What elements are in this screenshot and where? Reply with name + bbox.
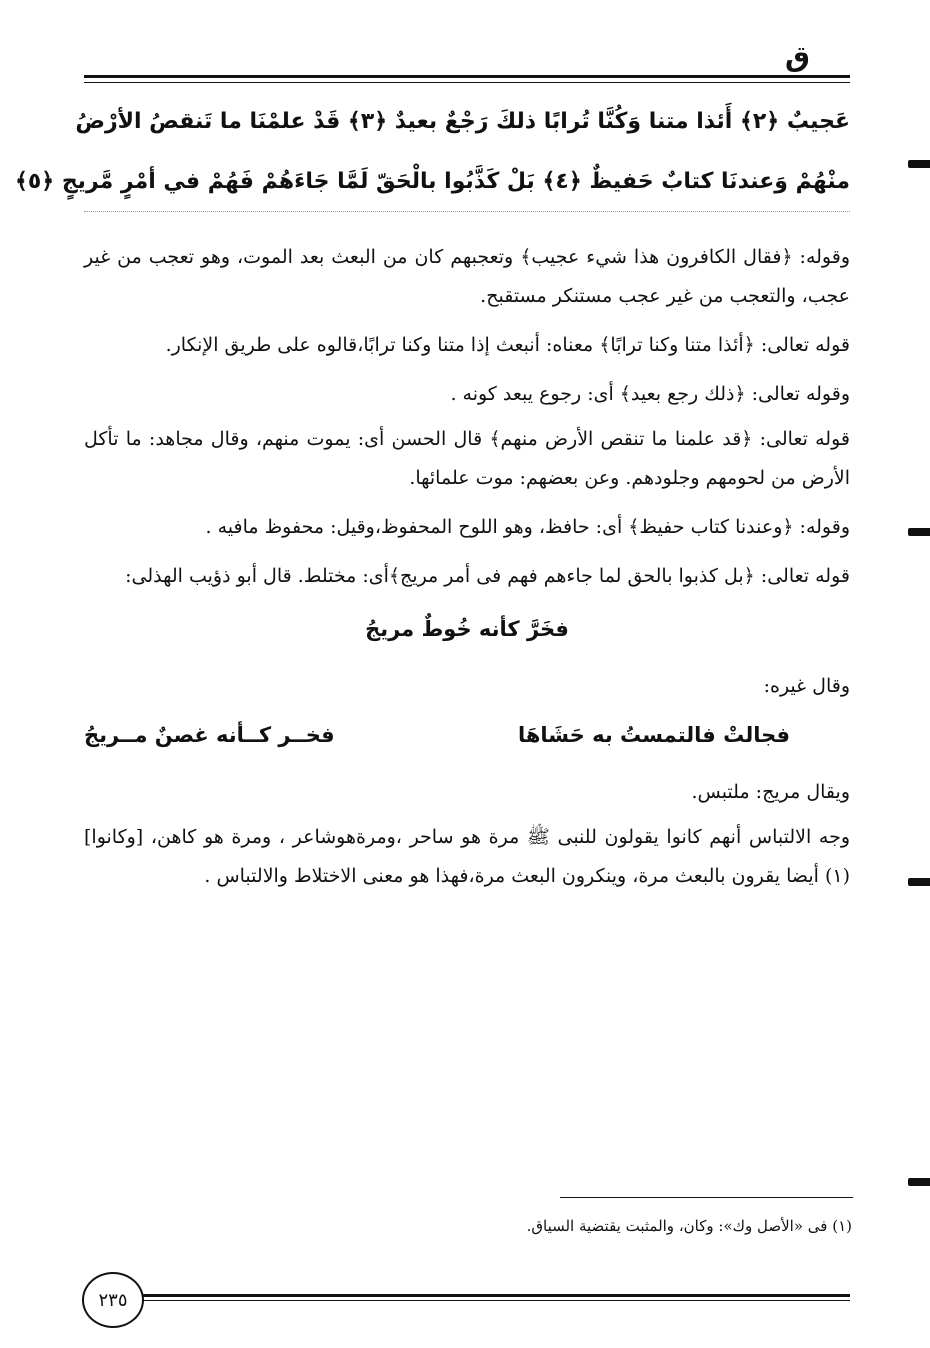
poetry-verse: فخَرَّ كأنه خُوطٌ مريجُ	[365, 617, 569, 641]
second-hemistich: فخــر كــأنه غصنٌ مــريجُ	[84, 723, 335, 747]
commentary-paragraph: وقوله: ﴿فقال الكافرون هذا شيء عجيب﴾ وتعجبهم كان من البعث بعد الموت، وهو تعجب من غير عجب، والتعجب من غير عجب مستنكر مستقبح.	[84, 246, 850, 307]
footnote-rule	[560, 1197, 853, 1198]
poetry-couplet	[84, 716, 790, 755]
commentary-paragraph: وجه الالتباس أنهم كانوا يقولون للنبى ﷺ مرة هو ساحر ،ومرةهوشاعر ، ومرة هو كاهن، [وكانوا](١) أيضا يقرون بالبعث مرة، وينكرون البعث مرة،فهذا هو معنى الاختلاط والالتباس .	[84, 826, 850, 887]
quran-verses	[14, 92, 850, 212]
header-rule-thick	[84, 75, 850, 78]
margin-mark	[908, 1178, 930, 1186]
commentary-paragraph: قوله تعالى: ﴿قد علمنا ما تنقص الأرض منهم﴾ قال الحسن أى: يموت منهم، وقال مجاهد: ما تأكل الأرض من لحومهم وجلودهم. وعن بعضهم: موت علمائها.	[84, 428, 850, 489]
footnote: (١) فى «الأصل وك»: وكان، والمثبت يقتضية السياق.	[526, 1217, 852, 1235]
verses-divider	[84, 211, 850, 212]
page-number: ٢٣٥	[82, 1272, 144, 1328]
header-rule-thin	[84, 82, 850, 83]
margin-mark	[908, 878, 930, 886]
commentary	[84, 238, 850, 906]
commentary-paragraph: قوله تعالى: ﴿أئذا متنا وكنا ترابًا﴾ معناه: أنبعث إذا متنا وكنا ترابًا،قالوه على طريق الإنكار.	[165, 334, 850, 356]
footer-rule-thin	[130, 1300, 850, 1301]
commentary-paragraph: وقوله: ﴿وعندنا كتاب حفيظ﴾ أى: حافظ، وهو اللوح المحفوظ،وقيل: محفوظ مافيه .	[205, 516, 850, 538]
verse-line: عَجيبٌ ﴿٢﴾ أَئذا متنا وَكُنَّا تُرابًا ذلكَ رَجْعٌ بعيدٌ ﴿٣﴾ قَدْ علمْنَا ما تَنقصُ الأرْضُ	[75, 109, 850, 134]
commentary-paragraph: وقوله تعالى: ﴿ذلك رجع بعيد﴾ أى: رجوع يبعد كونه .	[450, 383, 850, 405]
verse-line: منْهُمْ وَعندنَا كتابٌ حَفيظٌ ﴿٤﴾ بَلْ كَذَّبُوا بالْحَقّ لَمَّا جَاءَهُمْ فَهُمْ في أمْرٍ مَّريجٍ ﴿٥﴾	[14, 169, 850, 194]
commentary-paragraph: ويقال مريج: ملتبس.	[691, 781, 850, 803]
margin-mark	[908, 528, 930, 536]
footer-rule-thick	[130, 1294, 850, 1297]
commentary-paragraph: وقال غيره:	[763, 675, 850, 697]
surah-name: ق	[784, 40, 810, 73]
commentary-paragraph: قوله تعالى: ﴿بل كذبوا بالحق لما جاءهم فهم فى أمر مريج﴾أى: مختلط. قال أبو ذؤيب الهذلى:	[125, 565, 850, 587]
margin-mark	[908, 160, 930, 168]
first-hemistich: فجالتْ فالتمستُ به حَشَاهَا	[517, 723, 790, 747]
